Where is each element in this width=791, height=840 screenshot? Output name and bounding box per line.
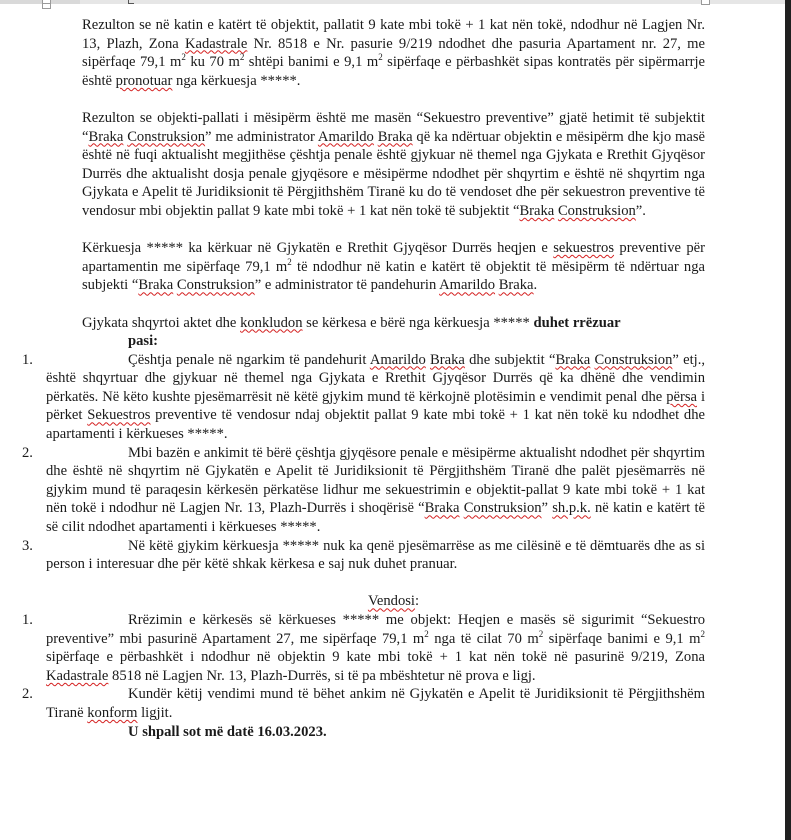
spellcheck-word[interactable]: Construksion	[176, 277, 255, 294]
spellcheck-word[interactable]: Braka	[377, 128, 413, 145]
spellcheck-word[interactable]: konkludon	[240, 314, 303, 331]
reason-item-1: 1. Çështja penale në ngarkim të pandehurit Amarildo Braka dhe subjektit “Braka Construksion” etj., është shqyrtuar dhe gjykuar në themel nga Gjykata e Rrethit Gjyqësor Durrës që ka dhënë dhe vendimin përkatës. Në këto kushte pjesëmarrësit në këtë gjykim mund të kërkojnë plotësimin e vendimit penal dhe përsa i përket Sekuestros preventive të vendosur ndaj objektit pallat 9 kate mbi tokë + 1 kat nën tokë ku ndodhet dhe apartamenti i kërkueses *****.	[22, 351, 706, 443]
spellcheck-word[interactable]: Kadastrale	[46, 667, 109, 684]
decision-item-2: 2. Kundër këtij vendimi mund të bëhet ankim në Gjykatën e Apelit të Juridiksionit të Përgjithshëm Tiranë konform ligjit.	[22, 686, 705, 721]
decision-item-1: 1. Rrëzimin e kërkesës së kërkueses ***** me objekt: Heqjen e masës së sigurimit “Sekuestro preventive” mbi pasurinë Apartament 27, me sipërfaqe 79,1 $m^2$ nga të cilat 70 $m^2$ sipërfaqe banimi e 9,1 $m^2$ sipërfaqe e përbashkët i ndodhur në objektin 9 kate mbi tokë + 1 kat nën tokë në pasurinë 9/219, Zona Kadastrale 8518 në Lagjen Nr. 13, Plazh-Durrës, si të pa mbështetur në prova e ligj.	[22, 612, 705, 684]
spellcheck-word[interactable]: Construksion	[463, 500, 542, 517]
spellcheck-word[interactable]: Construksion	[127, 128, 206, 145]
spellcheck-word[interactable]: Amarildo	[317, 128, 374, 145]
paragraph-facts-apartment: Rezulton se në katin e katërt të objektit, pallatit 9 kate mbi tokë + 1 kat nën tokë, ndodhur në Lagjen Nr. 13, Plazh, Zona Kadastrale Nr. 8518 e Nr. pasurie 9/219 ndodhet dhe pasuria Apartament nr. 27, me sipërfaqe 79,1 $m^2$ ku 70 $m^2$ shtëpi banimi e 9,1 $m^2$ sipërfaqe e përbashkët sipas kontratës për sipërmarrje është pronotuar nga kërkuesja *****.	[82, 17, 705, 89]
spellcheck-word[interactable]: Braka	[138, 277, 174, 294]
crop-mark-icon	[701, 0, 710, 5]
crop-mark-icon	[42, 0, 51, 9]
spellcheck-word[interactable]: Braka	[555, 351, 591, 368]
spellcheck-word[interactable]: përsa	[666, 388, 698, 405]
window-right-border	[785, 0, 791, 840]
spellcheck-word[interactable]: Construksion	[594, 351, 673, 368]
spellcheck-word[interactable]: pronotuar	[115, 72, 173, 89]
spellcheck-word[interactable]: Sekuestros	[87, 407, 151, 424]
reason-item-3: 3. Në këtë gjykim kërkuesja ***** nuk ka qenë pjesëmarrëse as me cilësinë e të dëmtuarës dhe as si person i interesuar dhe për këtë shkak kërkesa e saj nuk duhet pranuar.	[22, 537, 705, 573]
spellcheck-word[interactable]: Braka	[430, 351, 465, 368]
document-page[interactable]	[22, 16, 706, 741]
spellcheck-word[interactable]: Braka	[498, 277, 534, 294]
page-gap-top	[0, 0, 785, 4]
spellcheck-word[interactable]: Amarildo	[439, 277, 496, 294]
spellcheck-word[interactable]: sh.p.k.	[552, 500, 591, 517]
list-number: 3.	[22, 537, 33, 554]
spellcheck-word[interactable]: Vendosi	[367, 593, 415, 610]
reason-item-2: 2. Mbi bazën e ankimit të bërë çështja gjyqësore penale e mësipërme aktualisht ndodhet për shqyrtim dhe është në shqyrtim në Gjykatën e Apelit të Juridiksionit të Përgjithshëm Tiranë dhe palët pjesëmarrës në gjykim mund të paraqesin kërkesën përkatëse lidhur me sekuestrimin e objektit-pallat 9 kate mbi tokë + 1 kat nën tokë i ndodhur në Lagjen Nr. 13, Plazh-Durrës i shoqërisë “Braka Construksion” sh.p.k. në katin e katërt të së cilit ndodhet apartamenti i kërkueses *****.	[22, 444, 705, 536]
list-number: 1.	[22, 612, 33, 628]
paragraph-seizure-status: Rezulton se objekti-pallati i mësipërm është me masën “Sekuestro preventive” gjatë hetimit të subjektit “Braka Construksion” me administrator Amarildo Braka që ka ndërtuar objektin e mësipërm dhe kjo masë është në fuqi aktualisht megjithëse çështja penale është gjykuar në themel nga Gjykata e Rrethit Gjyqësor Durrës dhe aktualisht dosja penale gjyqësore e mësipërme ndodhet për shqyrtim e është në shqyrtim nga Gjykata e Apelit të Juridiksionit të Përgjithshëm Tiranë ku do të vendoset dhe për sekuestron preventive të vendosur mbi objektin pallat 9 kate mbi tokë + 1 kat nën tokë të subjektit “Braka Construksion”.	[82, 109, 705, 219]
paragraph-request: Kërkuesja ***** ka kërkuar në Gjykatën e Rrethit Gjyqësor Durrës heqjen e sekuestros preventive për apartamentin me sipërfaqe 79,1 $m^2$ të ndodhur në katin e katërt të objektit të mësipërm të ndërtuar nga subjekti “Braka Construksion” e administrator të pandehurin Amarildo Braka.	[82, 240, 706, 294]
decision-heading: Vendosi:	[367, 593, 420, 610]
paragraph-court-conclusion: Gjykata shqyrtoi aktet dhe konkludon se kërkesa e bërë nga kërkuesja ***** duhet rrëzuar	[82, 314, 621, 331]
spellcheck-word[interactable]: Braka	[88, 128, 124, 145]
paragraph-court-conclusion-tail: pasi:	[128, 333, 159, 350]
list-number: 2.	[22, 686, 33, 703]
spellcheck-word[interactable]: konform	[87, 704, 138, 721]
spellcheck-word[interactable]: Braka	[424, 500, 460, 517]
spellcheck-word[interactable]: sekuestros	[553, 240, 615, 257]
spellcheck-word[interactable]: Construksion	[557, 202, 636, 219]
margin-corner-mark-icon	[128, 0, 134, 4]
spellcheck-word[interactable]: Amarildo	[369, 351, 426, 368]
announcement-date: U shpall sot më datë 16.03.2023.	[128, 723, 327, 740]
spellcheck-word[interactable]: Braka	[519, 202, 555, 219]
list-number: 1.	[22, 351, 33, 368]
spellcheck-word[interactable]: Kadastrale	[184, 35, 248, 52]
list-number: 2.	[22, 444, 33, 461]
